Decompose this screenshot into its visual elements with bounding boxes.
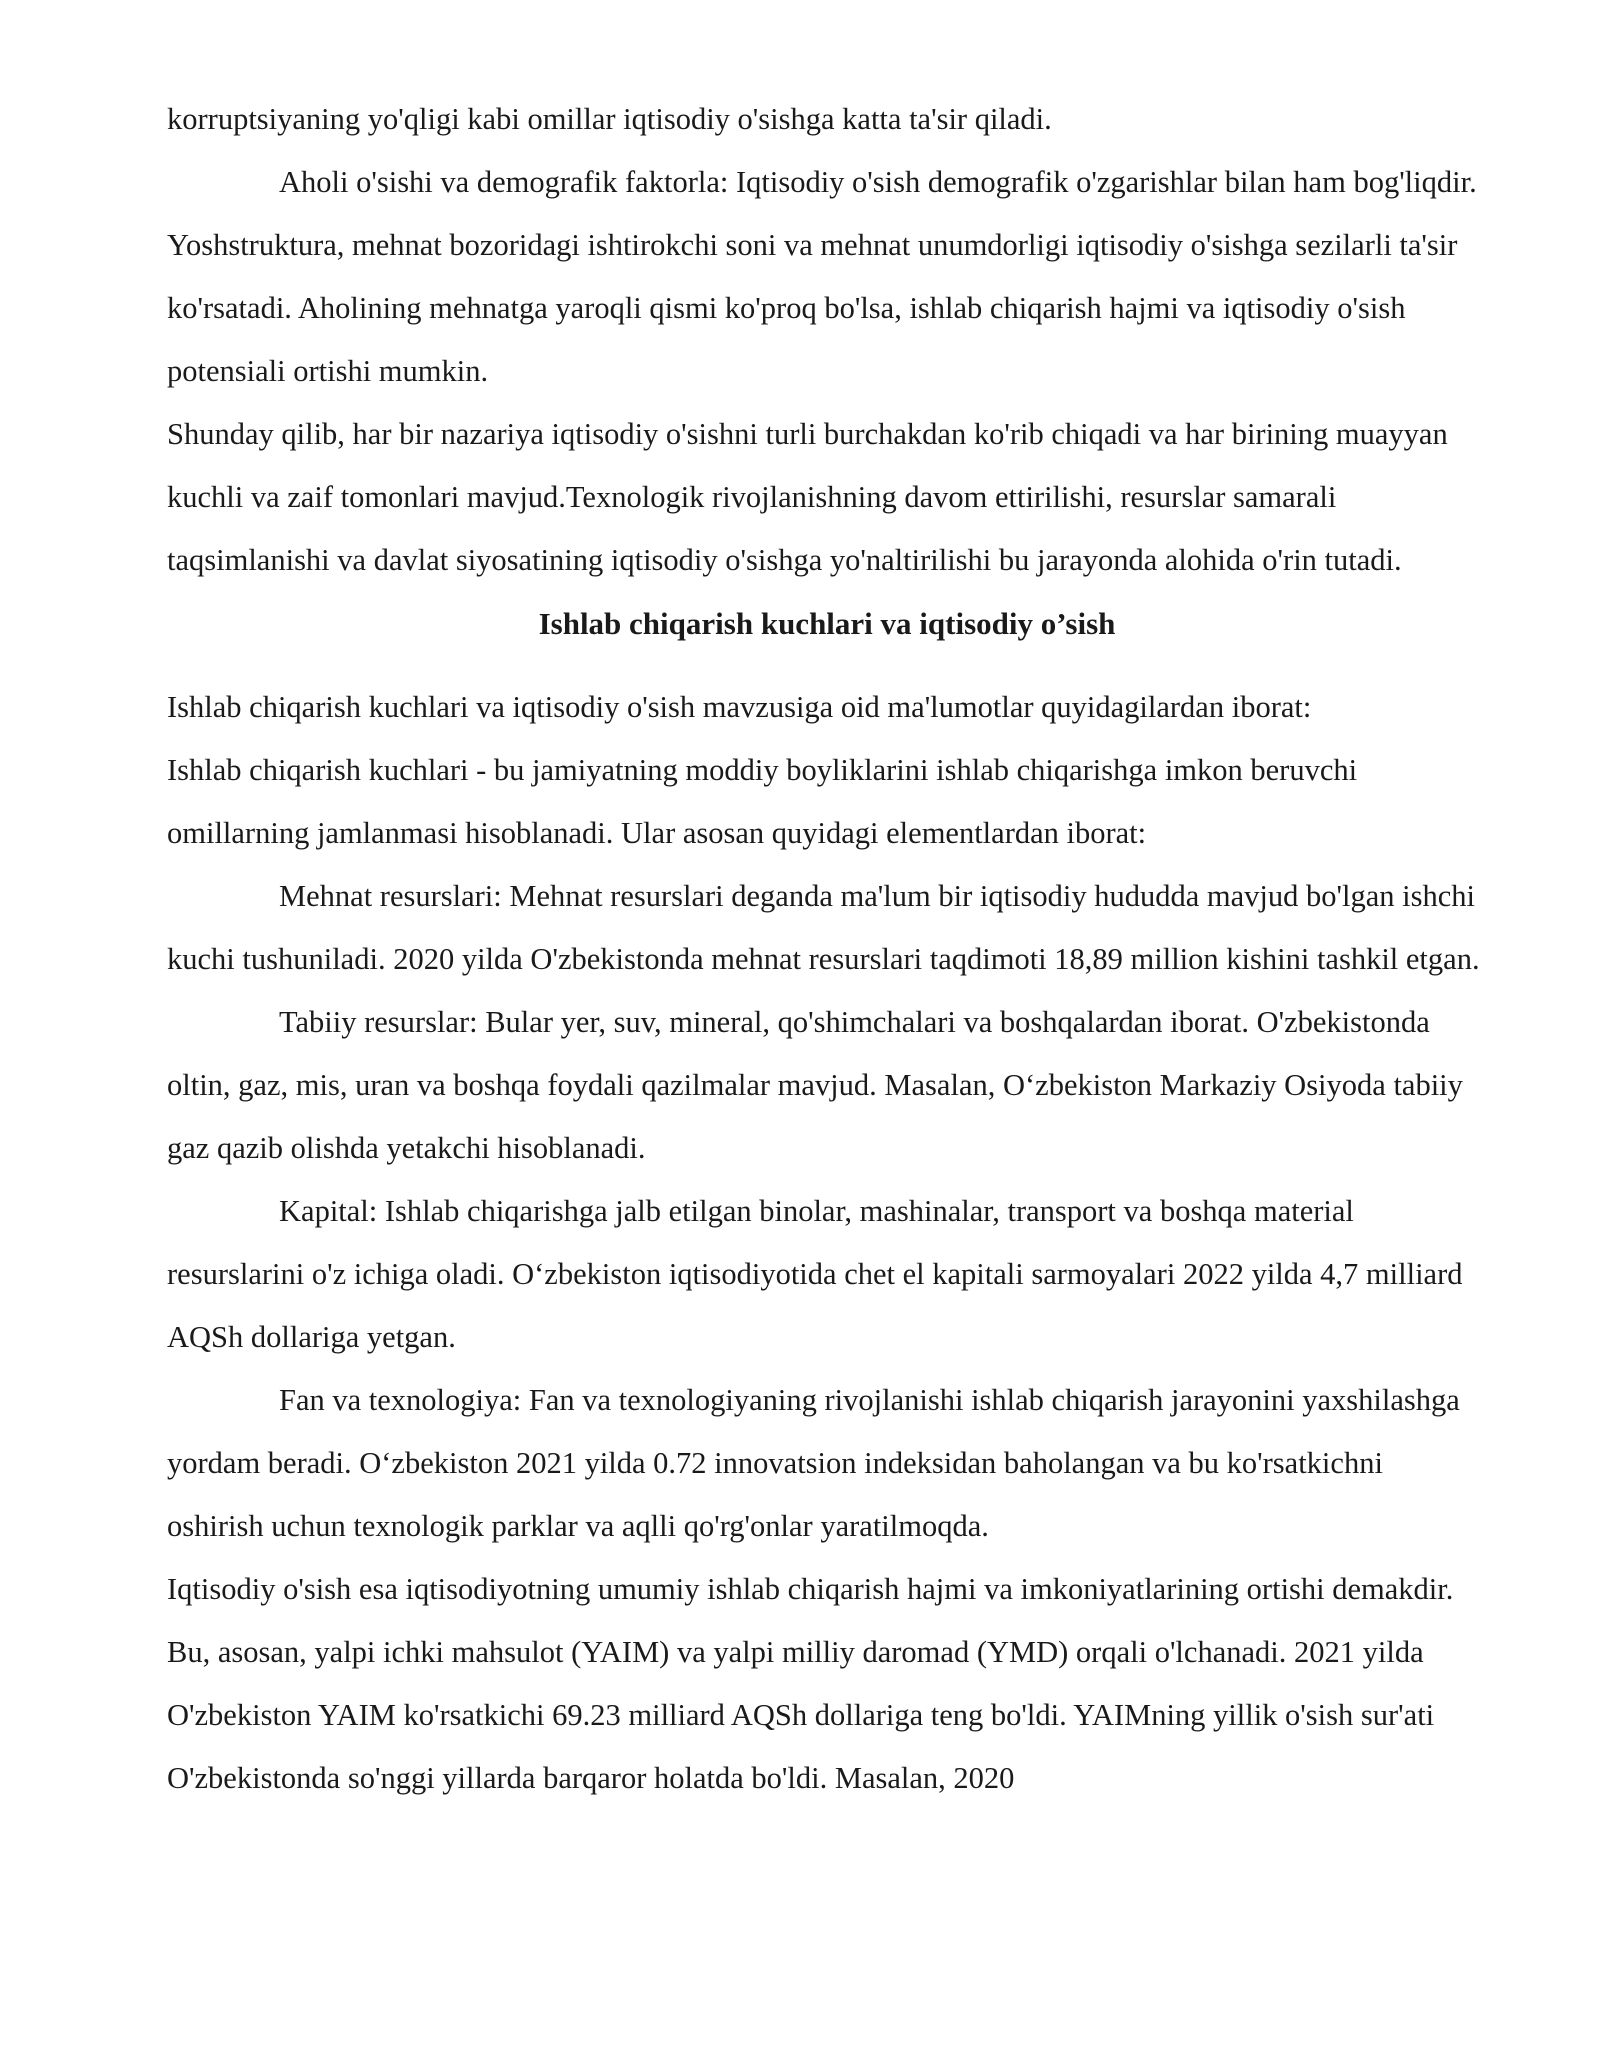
paragraph-conclusion: Shunday qilib, har bir nazariya iqtisodiy o'sishni turli burchakdan ko'rib chiqadi va har birining muayyan kuchli va zaif tomonlari mavjud.Texnologik rivojlanishning davom ettirilishi, resurslar samarali taqsimlanishi va davlat siyosatining iqtisodiy o'sishga yo'naltirilishi bu jarayonda alohida o'rin tutadi.: [167, 417, 1448, 577]
paragraph-labor-resources: Mehnat resurslari: Mehnat resurslari deganda ma'lum bir iqtisodiy hududda mavjud bo'lgan ishchi kuchi tushuniladi. 2020 yilda O'zbekistonda mehnat resurslari taqdimoti 18,89 million kishini tashkil etgan.: [167, 879, 1480, 976]
paragraph-productive-forces-definition: Ishlab chiqarish kuchlari - bu jamiyatning moddiy boyliklarini ishlab chiqarishga imkon beruvchi omillarning jamlanmasi hisoblanadi. Ular asosan quyidagi elementlardan iborat:: [167, 753, 1358, 850]
paragraph-intro: Ishlab chiqarish kuchlari va iqtisodiy o'sish mavzusiga oid ma'lumotlar quyidagilardan iborat:: [167, 690, 1312, 724]
paragraph-continuation: korruptsiyaning yo'qligi kabi omillar iqtisodiy o'sishga katta ta'sir qiladi.: [167, 102, 1052, 136]
paragraph-economic-growth: Iqtisodiy o'sish esa iqtisodiyotning umumiy ishlab chiqarish hajmi va imkoniyatlarining ortishi demakdir. Bu, asosan, yalpi ichki mahsulot (YAIM) va yalpi milliy daromad (YMD) orqali o'lchanadi. 2021 yilda O'zbekiston YAIM ko'rsatkichi 69.23 milliard AQSh dollariga teng bo'ldi. YAIMning yillik o'sish sur'ati O'zbekistonda so'nggi yillarda barqaror holatda bo'ldi. Masalan, 2020: [167, 1572, 1454, 1795]
section-heading: Ishlab chiqarish kuchlari va iqtisodiy o’sish: [538, 606, 1116, 641]
paragraph-capital: Kapital: Ishlab chiqarishga jalb etilgan binolar, mashinalar, transport va boshqa material resurslarini o'z ichiga oladi. O‘zbekiston iqtisodiyotida chet el kapitali sarmoyalari 2022 yilda 4,7 milliard AQSh dollariga yetgan.: [167, 1194, 1463, 1354]
document-body: [167, 88, 1487, 1810]
paragraph-natural-resources: Tabiiy resurslar: Bular yer, suv, mineral, qo'shimchalari va boshqalardan iborat. O'zbekistonda oltin, gaz, mis, uran va boshqa foydali qazilmalar mavjud. Masalan, O‘zbekiston Markaziy Osiyoda tabiiy gaz qazib olishda yetakchi hisoblanadi.: [167, 1005, 1463, 1165]
paragraph-demographic-factors: Aholi o'sishi va demografik faktorla: Iqtisodiy o'sish demografik o'zgarishlar bilan ham bog'liqdir. Yoshstruktura, mehnat bozoridagi ishtirokchi soni va mehnat unumdorligi iqtisodiy o'sishga sezilarli ta'sir ko'rsatadi. Aholining mehnatga yaroqli qismi ko'proq bo'lsa, ishlab chiqarish hajmi va iqtisodiy o'sish potensiali ortishi mumkin.: [167, 165, 1477, 388]
paragraph-science-technology: Fan va texnologiya: Fan va texnologiyaning rivojlanishi ishlab chiqarish jarayonini yaxshilashga yordam beradi. O‘zbekiston 2021 yilda 0.72 innovatsion indeksidan baholangan va bu ko'rsatkichni oshirish uchun texnologik parklar va aqlli qo'rg'onlar yaratilmoqda.: [167, 1383, 1460, 1543]
